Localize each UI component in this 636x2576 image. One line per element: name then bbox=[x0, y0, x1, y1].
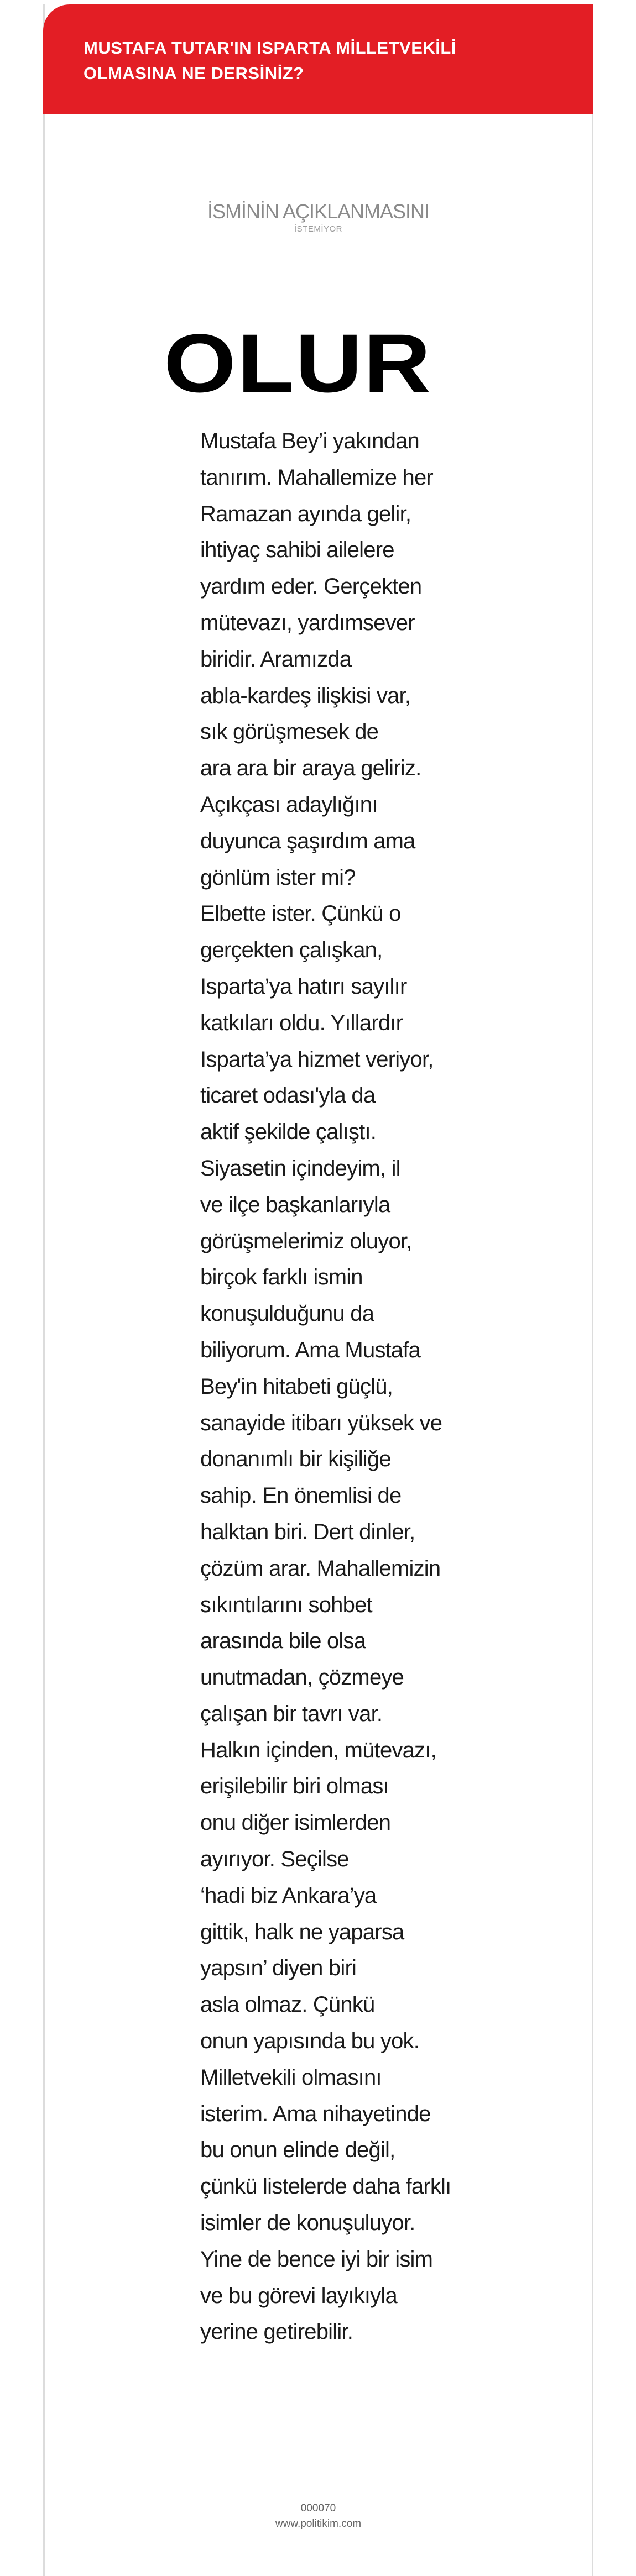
footer bbox=[43, 2501, 593, 2532]
question-title-line-1: MUSTAFA TUTAR'IN ISPARTA MİLLETVEKİLİ bbox=[84, 38, 456, 57]
body-line: isimler de konuşuluyor. bbox=[200, 2211, 415, 2236]
footer-website: www.politikim.com bbox=[275, 2518, 362, 2530]
body-line: donanımlı bir kişiliğe bbox=[200, 1447, 391, 1472]
body-line: konuşulduğunu da bbox=[200, 1302, 374, 1326]
body-line: ihtiyaç sahibi ailelere bbox=[200, 538, 394, 563]
body-line: erişilebilir biri olması bbox=[200, 1774, 389, 1799]
body-line: Yine de bence iyi bir isim bbox=[200, 2247, 433, 2271]
body-line: sahip. En önemlisi de bbox=[200, 1483, 402, 1508]
body-line: halktan biri. Dert dinler, bbox=[200, 1519, 415, 1544]
body-line: gönlüm ister mi? bbox=[200, 865, 356, 890]
body-line: Isparta’ya hizmet veriyor, bbox=[200, 1047, 434, 1072]
body-line: görüşmelerimiz oluyor, bbox=[200, 1229, 412, 1253]
body-line: ara ara bir araya geliriz. bbox=[200, 756, 421, 781]
body-line: katkıları oldu. Yıllardır bbox=[200, 1010, 403, 1035]
body-line: bu onun elinde değil, bbox=[200, 2138, 395, 2163]
body-line: abla-kardeş ilişkisi var, bbox=[200, 683, 411, 708]
body-line: onun yapısında bu yok. bbox=[200, 2029, 420, 2054]
body-line: ayırıyor. Seçilse bbox=[200, 1847, 349, 1872]
body-line: Milletvekili olmasını bbox=[200, 2065, 382, 2090]
body-line: gerçekten çalışkan, bbox=[200, 938, 383, 963]
body-line: gittik, halk ne yaparsa bbox=[200, 1919, 404, 1944]
body-line: isterim. Ama nihayetinde bbox=[200, 2101, 431, 2126]
body-line: sıkıntılarını sohbet bbox=[200, 1592, 372, 1617]
body-line: ticaret odası'yla da bbox=[200, 1083, 376, 1108]
body-line: birçok farklı ismin bbox=[200, 1265, 363, 1290]
body-line: Açıkçası adaylığını bbox=[200, 792, 378, 817]
body-line: Mustafa Bey’i yakından bbox=[200, 429, 419, 453]
body-line: biliyorum. Ama Mustafa bbox=[200, 1337, 421, 1362]
question-title bbox=[84, 35, 593, 86]
body-line: çözüm arar. Mahallemizin bbox=[200, 1556, 441, 1581]
answer-body bbox=[200, 423, 488, 2351]
body-line: Halkın içinden, mütevazı, bbox=[200, 1738, 436, 1762]
body-line: Ramazan ayında gelir, bbox=[200, 501, 411, 526]
question-header bbox=[43, 4, 593, 114]
body-line: Isparta’ya hatırı sayılır bbox=[200, 974, 407, 999]
question-title-line-2: OLMASINA NE DERSİNİZ? bbox=[84, 64, 304, 83]
body-line: onu diğer isimlerden bbox=[200, 1811, 391, 1835]
body-line: Bey'in hitabeti güçlü, bbox=[200, 1374, 393, 1399]
respondent-label: İSMİNİN AÇIKLANMASINI bbox=[207, 200, 430, 223]
body-line: arasında bile olsa bbox=[200, 1629, 366, 1654]
body-line: yapsın’ diyen biri bbox=[200, 1956, 357, 1981]
footer-code: 000070 bbox=[300, 2502, 336, 2514]
body-line: yerine getirebilir. bbox=[200, 2320, 353, 2344]
body-line: tanırım. Mahallemize her bbox=[200, 465, 433, 490]
body-line: asla olmaz. Çünkü bbox=[200, 1992, 375, 2017]
answer-heading: OLUR bbox=[164, 317, 432, 410]
body-line: duyunca şaşırdım ama bbox=[200, 828, 415, 853]
respondent-sublabel: İSTEMİYOR bbox=[294, 224, 342, 234]
body-line: biridir. Aramızda bbox=[200, 647, 352, 671]
body-line: ‘hadi biz Ankara’ya bbox=[200, 1883, 377, 1908]
body-line: sanayide itibarı yüksek ve bbox=[200, 1410, 442, 1435]
body-line: ve ilçe başkanlarıyla bbox=[200, 1192, 390, 1217]
body-line: unutmadan, çözmeye bbox=[200, 1665, 404, 1690]
body-line: çünkü listelerde daha farklı bbox=[200, 2174, 451, 2199]
body-line: ve bu görevi layıkıyla bbox=[200, 2283, 397, 2308]
body-line: aktif şekilde çalıştı. bbox=[200, 1120, 377, 1145]
body-line: çalışan bir tavrı var. bbox=[200, 1701, 383, 1726]
body-line: mütevazı, yardımsever bbox=[200, 610, 415, 635]
body-line: Siyasetin içindeyim, il bbox=[200, 1156, 400, 1181]
body-line: Elbette ister. Çünkü o bbox=[200, 901, 401, 926]
respondent-block bbox=[43, 200, 593, 234]
body-line: yardım eder. Gerçekten bbox=[200, 574, 422, 599]
body-line: sık görüşmesek de bbox=[200, 720, 379, 744]
